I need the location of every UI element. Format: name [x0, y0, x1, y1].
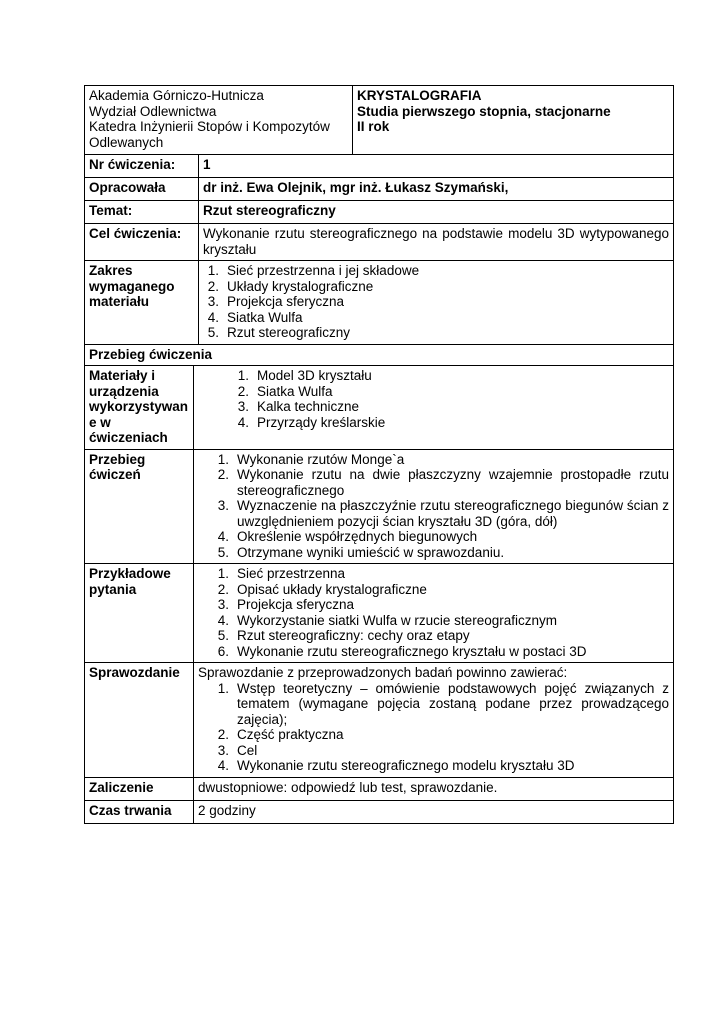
materials-list	[198, 368, 669, 430]
topic-row	[85, 201, 674, 224]
list-item: 6. Wykonanie rzutu stereograficznego kryształu w postaci 3D	[217, 643, 587, 659]
procedure-cell	[194, 449, 674, 564]
list-item: 3. Projekcja sferyczna	[207, 294, 345, 309]
list-item: 4. Określenie współrzędnych biegunowych	[217, 529, 478, 544]
goal-label: Cel ćwiczenia:	[85, 224, 199, 261]
questions-label: Przykładowe pytania	[85, 564, 194, 663]
topic-value: Rzut stereograficzny	[199, 201, 674, 224]
section-header: Przebieg ćwiczenia	[85, 344, 674, 366]
questions-row	[85, 564, 674, 663]
list-item: 2. Opisać układy krystalograficzne	[217, 581, 427, 597]
list-item: 4. Wykorzystanie siatki Wulfa w rzucie stereograficznym	[217, 612, 557, 628]
section-header-row	[85, 344, 674, 366]
materials-cell	[194, 366, 674, 450]
report-label: Sprawozdanie	[85, 663, 194, 778]
list-item: 4. Siatka Wulfa	[207, 309, 303, 325]
grading-label: Zaliczenie	[85, 777, 194, 800]
institution-cell	[85, 86, 353, 155]
list-item: 5. Otrzymane wyniki umieścić w sprawozdaniu.	[217, 544, 505, 560]
course-line: II rok	[357, 119, 390, 134]
procedure-list	[198, 452, 669, 561]
list-item: 3. Projekcja sferyczna	[217, 597, 355, 612]
list-item: 4. Wykonanie rzutu stereograficznego modelu kryształu 3D	[217, 758, 575, 773]
scope-list	[203, 263, 669, 341]
exercise-number-label: Nr ćwiczenia:	[85, 155, 199, 178]
course-line: Studia pierwszego stopnia, stacjonarne	[357, 103, 611, 119]
list-item: 1. Model 3D kryształu	[237, 368, 372, 383]
institution-line: Akademia Górniczo-Hutnicza	[89, 88, 264, 103]
syllabus-page	[84, 85, 673, 824]
materials-row	[85, 366, 674, 450]
exercise-number-value: 1	[199, 155, 674, 178]
procedure-label: Przebieg ćwiczeń	[85, 449, 194, 564]
list-item: 2. Siatka Wulfa	[237, 383, 333, 399]
list-item: 2. Układy krystalograficzne	[207, 278, 374, 294]
list-item: 2. Wykonanie rzutu na dwie płaszczyzny wzajemnie prostopadłe rzutu stereograficznego	[217, 467, 670, 498]
list-item: 1. Wstęp teoretyczny – omówienie podstawowych pojęć związanych z tematem (wymagane pojęcia zostaną podane przez prowadzącego zajęcia);	[217, 680, 670, 727]
topic-label: Temat:	[85, 201, 199, 224]
list-item: 1. Sieć przestrzenna	[217, 566, 346, 581]
goal-value: Wykonanie rzutu stereograficznego na podstawie modelu 3D wytypowanego kryształu	[199, 224, 674, 261]
questions-list	[198, 566, 669, 659]
report-row	[85, 663, 674, 778]
list-item: 1. Sieć przestrzenna i jej składowe	[207, 263, 420, 278]
list-item: 3. Wyznaczenie na płaszczyźnie rzutu stereograficznego biegunów ścian z uwzględnieniem pozycji ścian kryształu 3D (góra, dół)	[217, 498, 670, 529]
materials-label: Materiały i urządzenia wykorzystywan e w ćwiczeniach	[85, 366, 194, 450]
duration-row	[85, 800, 674, 823]
authors-label: Opracowała	[85, 178, 199, 201]
scope-row	[85, 261, 674, 345]
list-item: 3. Cel	[217, 742, 258, 758]
grading-value: dwustopniowe: odpowiedź lub test, sprawozdanie.	[194, 777, 674, 800]
institution-line: Odlewanych	[89, 134, 164, 150]
list-item: 5. Rzut stereograficzny	[207, 325, 351, 340]
report-list	[198, 681, 669, 774]
header-row	[85, 86, 674, 155]
duration-value: 2 godziny	[194, 800, 674, 823]
duration-label: Czas trwania	[85, 800, 194, 823]
list-item: 1. Wykonanie rzutów Monge`a	[217, 451, 405, 467]
report-intro: Sprawozdanie z przeprowadzonych badań powinno zawierać:	[198, 665, 568, 680]
authors-row	[85, 178, 674, 201]
authors-value: dr inż. Ewa Olejnik, mgr inż. Łukasz Szymański,	[199, 178, 674, 201]
list-item: 4. Przyrządy kreślarskie	[237, 414, 386, 430]
institution-line: Katedra Inżynierii Stopów i Kompozytów	[89, 119, 330, 134]
list-item: 2. Część praktyczna	[217, 727, 344, 742]
scope-label: Zakres wymaganego materiału	[85, 261, 199, 345]
course-line: KRYSTALOGRAFIA	[357, 88, 482, 103]
syllabus-table	[84, 85, 674, 824]
course-cell	[353, 86, 674, 155]
exercise-number-row	[85, 155, 674, 178]
list-item: 5. Rzut stereograficzny: cechy oraz etapy	[217, 628, 470, 643]
grading-row	[85, 777, 674, 800]
procedure-row	[85, 449, 674, 564]
goal-row	[85, 224, 674, 261]
institution-line: Wydział Odlewnictwa	[89, 103, 217, 119]
scope-cell	[199, 261, 674, 345]
list-item: 3. Kalka techniczne	[237, 399, 360, 414]
questions-cell	[194, 564, 674, 663]
report-cell	[194, 663, 674, 778]
